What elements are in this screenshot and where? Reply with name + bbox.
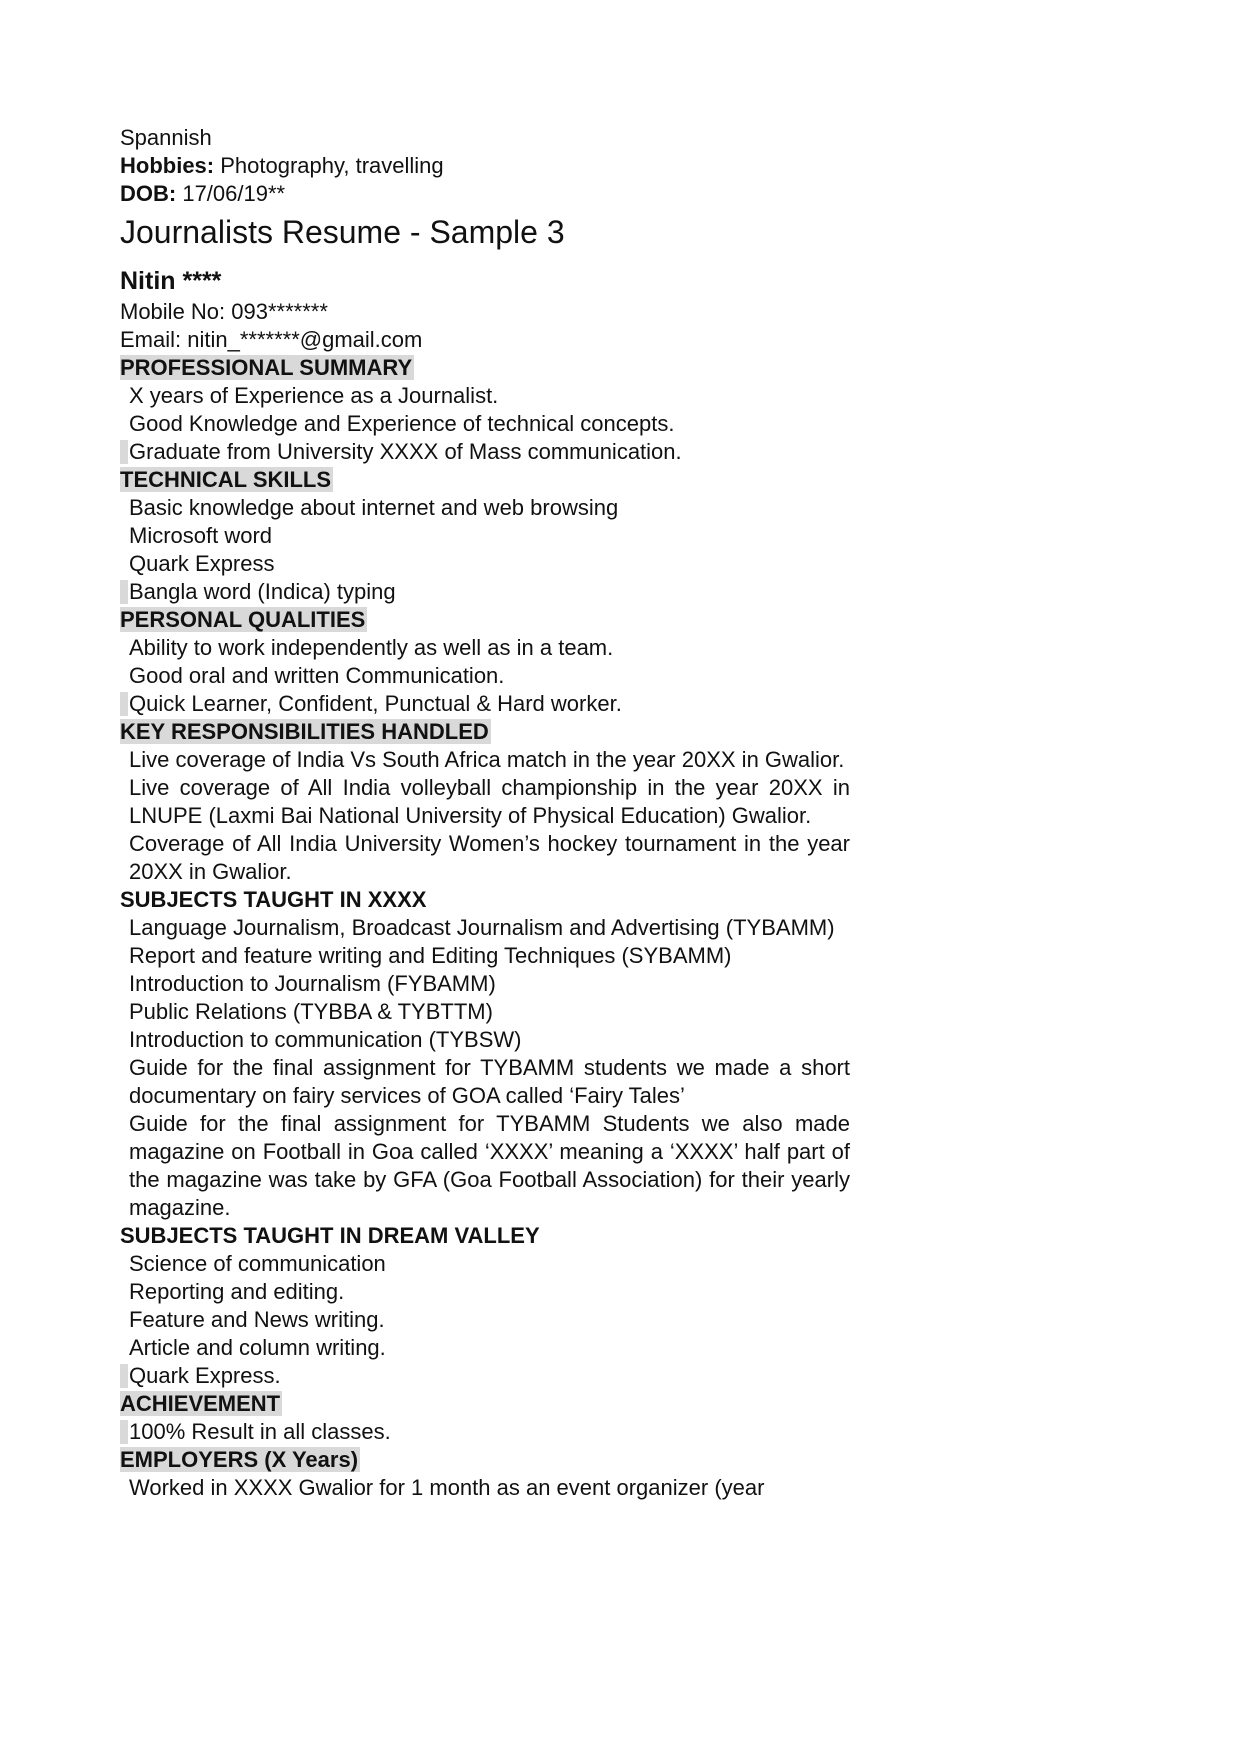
list-item: Guide for the final assignment for TYBAMM students we made a short documentary on fairy services of GOA called ‘Fairy Tales’ — [129, 1055, 850, 1108]
mobile-line: Mobile No: 093******* — [120, 299, 328, 324]
list-item: Reporting and editing. — [129, 1279, 345, 1304]
list-item: Bangla word (Indica) typing — [120, 578, 850, 606]
list-item: Feature and News writing. — [129, 1307, 385, 1332]
list-item: Public Relations (TYBBA & TYBTTM) — [129, 999, 493, 1024]
section-heading-achievement: ACHIEVEMENT — [120, 1391, 281, 1416]
list-item: Quark Express — [129, 551, 275, 576]
section-heading-qualities: PERSONAL QUALITIES — [120, 607, 366, 632]
list-item: X years of Experience as a Journalist. — [129, 383, 499, 408]
section-heading-responsibilities: KEY RESPONSIBILITIES HANDLED — [120, 719, 489, 744]
resume-content — [120, 124, 850, 1502]
hobbies-value: Photography, travelling — [214, 153, 444, 178]
section-heading-summary: PROFESSIONAL SUMMARY — [120, 355, 413, 380]
list-item: Good oral and written Communication. — [129, 663, 505, 688]
dob-value: 17/06/19** — [176, 181, 286, 206]
list-item: Report and feature writing and Editing Techniques (SYBAMM) — [129, 943, 732, 968]
dob-line — [120, 180, 850, 208]
list-item: Good Knowledge and Experience of technical concepts. — [129, 411, 675, 436]
section-heading-technical: TECHNICAL SKILLS — [120, 467, 332, 492]
section-heading-employers: EMPLOYERS (X Years) — [120, 1447, 359, 1472]
email-line: Email: nitin_*******@gmail.com — [120, 327, 423, 352]
section-heading-taught-dream-valley: SUBJECTS TAUGHT IN DREAM VALLEY — [120, 1223, 540, 1248]
language-line: Spannish — [120, 125, 212, 150]
list-item: Ability to work independently as well as in a team. — [129, 635, 614, 660]
list-item: Graduate from University XXXX of Mass communication. — [120, 438, 850, 466]
document-title: Journalists Resume - Sample 3 — [120, 214, 565, 250]
list-item: Quark Express. — [120, 1362, 850, 1390]
list-item: Quick Learner, Confident, Punctual & Hard worker. — [120, 690, 850, 718]
hobbies-line — [120, 152, 850, 180]
list-item: Live coverage of All India volleyball championship in the year 20XX in LNUPE (Laxmi Bai National University of Physical Education) Gwalior. — [129, 775, 850, 828]
list-item: Article and column writing. — [129, 1335, 386, 1360]
list-item: Language Journalism, Broadcast Journalism and Advertising (TYBAMM) — [129, 915, 835, 940]
candidate-name: Nitin **** — [120, 267, 222, 295]
list-item: 100% Result in all classes. — [120, 1418, 850, 1446]
dob-label: DOB: — [120, 181, 177, 206]
list-item: Guide for the final assignment for TYBAMM Students we also made magazine on Football in Goa called ‘XXXX’ meaning a ‘XXXX’ half part of the magazine was take by GFA (Goa Football Association) for their yearly magazine. — [129, 1111, 850, 1220]
list-item: Live coverage of India Vs South Africa match in the year 20XX in Gwalior. — [129, 747, 845, 772]
list-item: Introduction to Journalism (FYBAMM) — [129, 971, 496, 996]
list-item: Worked in XXXX Gwalior for 1 month as an event organizer (year — [129, 1475, 765, 1500]
section-heading-taught-xxxx: SUBJECTS TAUGHT IN XXXX — [120, 887, 427, 912]
list-item: Basic knowledge about internet and web browsing — [129, 495, 619, 520]
hobbies-label: Hobbies: — [120, 153, 215, 178]
list-item: Microsoft word — [129, 523, 273, 548]
list-item: Science of communication — [129, 1251, 386, 1276]
list-item: Coverage of All India University Women’s hockey tournament in the year 20XX in Gwalior. — [129, 831, 850, 884]
list-item: Introduction to communication (TYBSW) — [129, 1027, 522, 1052]
